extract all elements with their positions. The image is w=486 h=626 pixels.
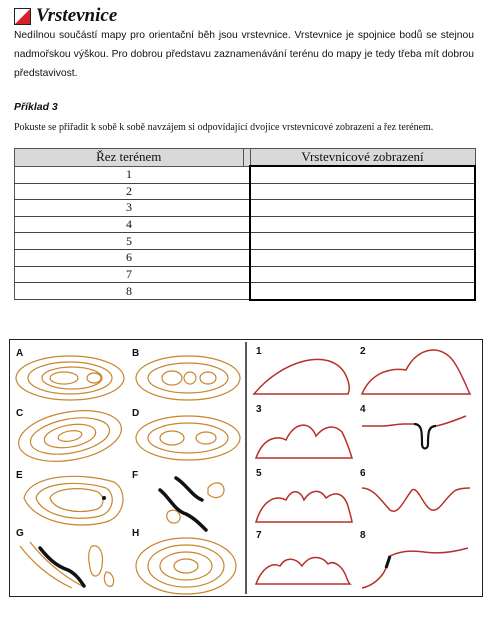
map-label-h: H xyxy=(132,528,140,539)
profile-label-5: 5 xyxy=(256,468,262,479)
map-label-g: G xyxy=(16,528,24,539)
header-terrain-section: Řez terénem xyxy=(15,149,244,167)
row-number: 7 xyxy=(15,266,244,283)
table-row xyxy=(15,233,476,250)
row-number: 6 xyxy=(15,249,244,266)
table-row xyxy=(15,283,476,300)
contour-profile-figure xyxy=(9,339,483,597)
orienteering-flag-icon xyxy=(14,8,31,25)
map-label-d: D xyxy=(132,408,140,419)
profile-7 xyxy=(256,558,350,585)
contour-map-b xyxy=(136,356,240,400)
map-label-f: F xyxy=(132,470,139,481)
table-row xyxy=(15,266,476,283)
contour-map-e xyxy=(24,476,123,525)
contour-map-f xyxy=(167,483,224,523)
intro-paragraph: Nedílnou součástí mapy pro orientační běh jsou vrstevnice. Vrstevnice je spojnice bodů se stejnou nadmořskou výškou. Pro dobrou představu zaznamenávání terénu do mapy je tedy třeba mít dobrou představivost. xyxy=(14,30,474,79)
profile-3 xyxy=(256,425,352,458)
profile-label-4: 4 xyxy=(360,404,366,415)
profile-5 xyxy=(256,491,352,522)
example-title: Příklad 3 xyxy=(14,101,58,113)
answer-cell[interactable] xyxy=(250,233,475,250)
contour-map-a xyxy=(16,356,124,400)
answer-cell[interactable] xyxy=(250,283,475,300)
profile-label-6: 6 xyxy=(360,468,366,479)
answer-cell[interactable] xyxy=(250,216,475,233)
contour-map-d xyxy=(136,416,240,460)
cliff-symbol-f2 xyxy=(176,478,202,500)
contour-map-c xyxy=(15,403,126,468)
profile-label-1: 1 xyxy=(256,346,262,357)
table-row xyxy=(15,249,476,266)
row-number: 2 xyxy=(15,183,244,200)
table-row xyxy=(15,183,476,200)
figure-svg xyxy=(10,340,482,596)
answer-cell[interactable] xyxy=(250,266,475,283)
map-label-a: A xyxy=(16,348,24,359)
row-number: 8 xyxy=(15,283,244,300)
profile-label-3: 3 xyxy=(256,404,262,415)
row-number: 1 xyxy=(15,166,244,183)
row-number: 4 xyxy=(15,216,244,233)
cliff-symbol-f xyxy=(160,490,206,530)
contour-map-h xyxy=(136,538,236,594)
profile-label-2: 2 xyxy=(360,346,366,357)
answer-cell[interactable] xyxy=(250,183,475,200)
answer-cell[interactable] xyxy=(250,166,475,183)
profile-1 xyxy=(254,359,349,394)
profile-4-cliff xyxy=(414,424,436,449)
cliff-symbol-g xyxy=(40,548,84,586)
map-label-c: C xyxy=(16,408,24,419)
profile-6 xyxy=(362,488,470,511)
table-row xyxy=(15,166,476,183)
answer-cell[interactable] xyxy=(250,249,475,266)
profile-8-cliff xyxy=(386,556,390,568)
header-gap xyxy=(243,149,250,167)
profile-label-7: 7 xyxy=(256,530,262,541)
header-contour-view: Vrstevnicové zobrazení xyxy=(250,149,475,167)
answer-cell[interactable] xyxy=(250,200,475,217)
table-row xyxy=(15,216,476,233)
profile-label-8: 8 xyxy=(360,530,366,541)
answer-table xyxy=(14,148,476,301)
profile-8 xyxy=(362,548,468,588)
contour-map-g xyxy=(20,542,114,588)
map-label-b: B xyxy=(132,348,140,359)
row-number: 3 xyxy=(15,200,244,217)
map-label-e: E xyxy=(16,470,23,481)
row-number: 5 xyxy=(15,233,244,250)
profile-2 xyxy=(362,350,470,394)
table-row xyxy=(15,200,476,217)
title-row xyxy=(14,6,117,26)
page-title: Vrstevnice xyxy=(36,5,118,26)
example-instructions: Pokuste se přiřadit k sobě k sobě navzájem si odpovídající dvojice vrstevnicové zobrazení a řez terénem. xyxy=(14,122,434,133)
